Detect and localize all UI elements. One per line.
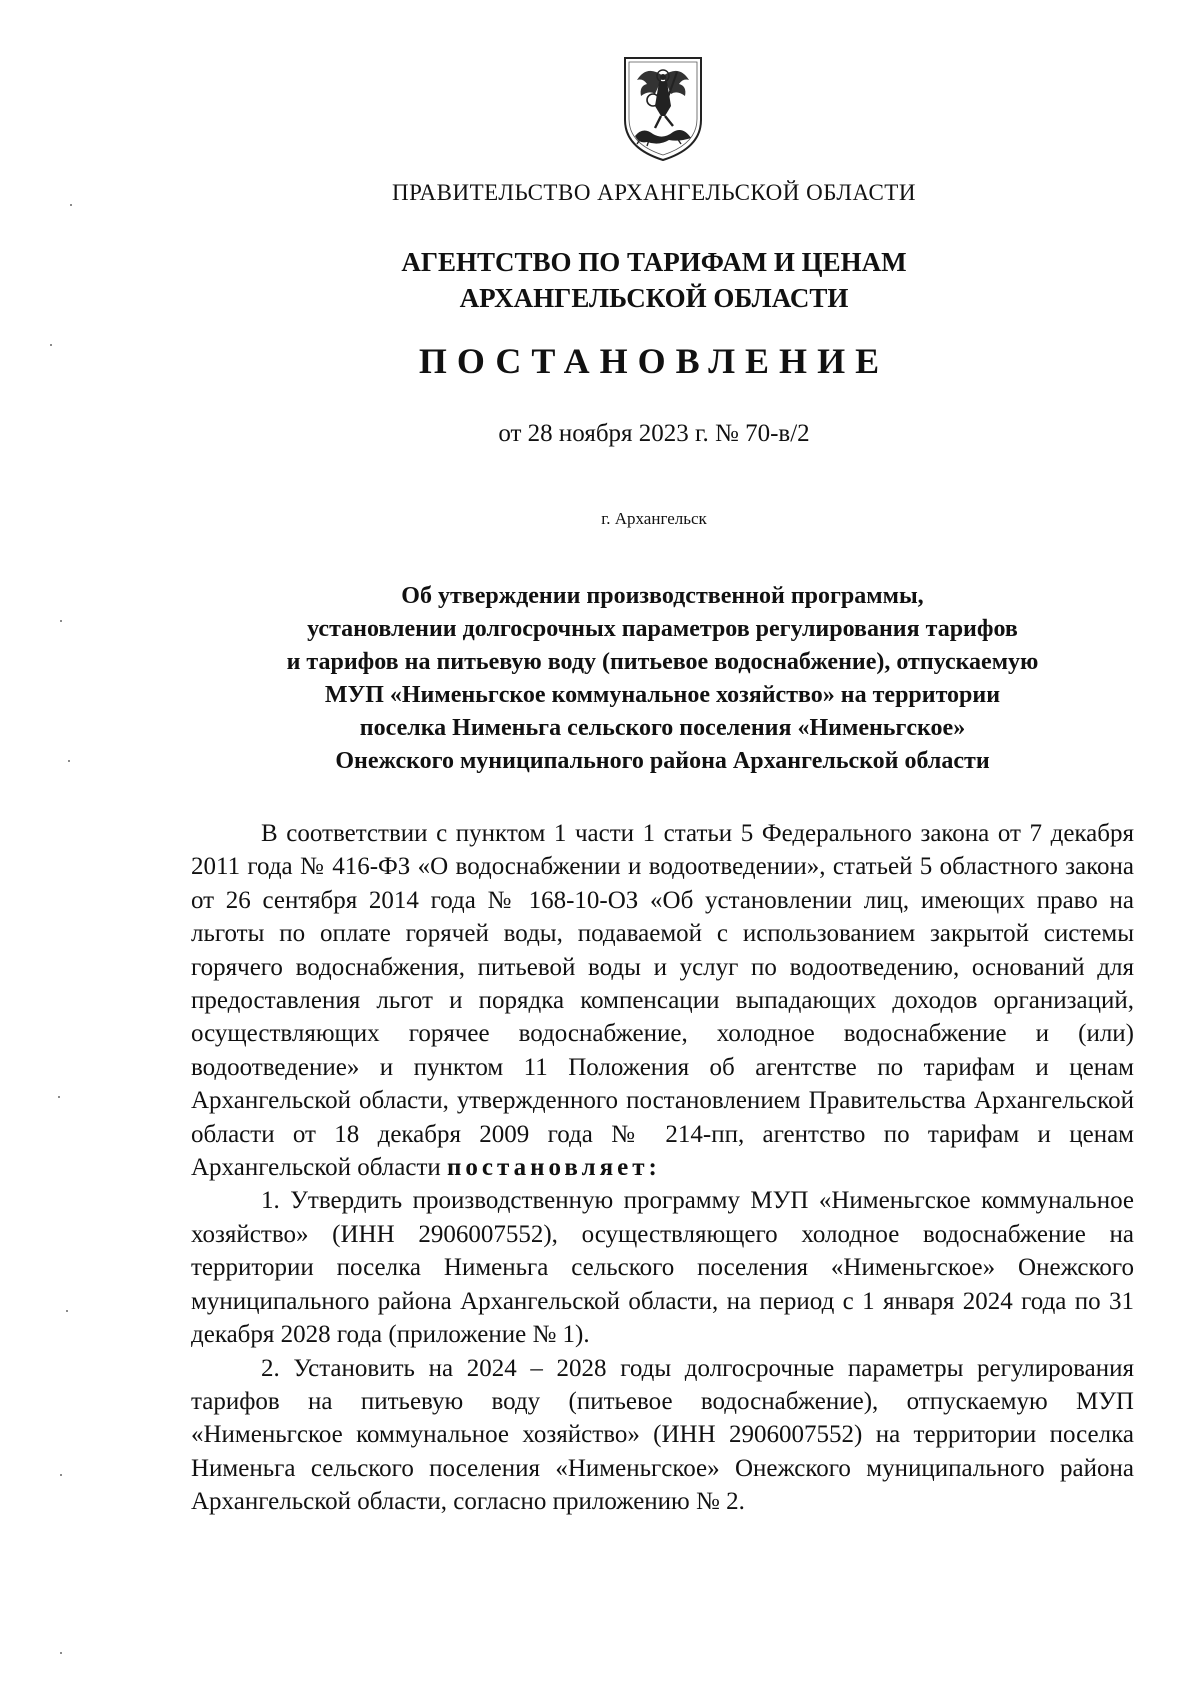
- item-2-paragraph: 2. Установить на 2024 – 2028 годы долгосрочные параметры регулирования тарифов на питьевую воду (питьевое водоснабжение), отпускаемую МУП «Нименьгское коммунальное хозяйство» (ИНН 2906007552) на территории поселка Нименьга сельского поселения «Нименьгское» Онежского муниципального района Архангельской области, согласно приложению № 2.: [191, 1354, 1134, 1516]
- coat-of-arms-emblem: [619, 54, 707, 164]
- agency-name: [0, 244, 1200, 316]
- document-body: [191, 817, 1134, 1519]
- title-line: Об утверждении производственной программы,: [401, 583, 924, 609]
- agency-name-line2: АРХАНГЕЛЬСКОЙ ОБЛАСТИ: [459, 283, 849, 313]
- title-line: Онежского муниципального района Архангельской области: [335, 748, 990, 774]
- title-line: установлении долгосрочных параметров регулирования тарифов: [307, 616, 1018, 642]
- item-1-paragraph: 1. Утвердить производственную программу МУП «Нименьгское коммунальное хозяйство» (ИНН 2906007552), осуществляющего холодное водоснабжение на территории поселка Нименьга сельского поселения «Нименьгское» Онежского муниципального района Архангельской области, на период с 1 января 2024 года по 31 декабря 2028 года (приложение № 1).: [191, 1187, 1134, 1349]
- resolves-word: постановляет:: [447, 1154, 661, 1182]
- date-number: от 28 ноября 2023 г. № 70-в/2: [498, 420, 810, 447]
- title-line: и тарифов на питьевую воду (питьевое водоснабжение), отпускаемую: [286, 649, 1039, 675]
- document-type: ПОСТАНОВЛЕНИЕ: [418, 341, 890, 381]
- preamble-text: В соответствии с пунктом 1 части 1 статьи 5 Федерального закона от 7 декабря 2011 года № 416-ФЗ «О водоснабжении и водоотведении», статьей 5 областного закона от 26 сентября 2014 года № 168-10-ОЗ «Об установлении лиц, имеющих право на льготы по оплате горячей воды, подаваемой с использованием закрытой системы горячего водоснабжения, питьевой воды и услуг по водоотведению, оснований для предоставления льгот и порядка компенсации выпадающих доходов организаций, осуществляющих горячее водоснабжение, холодное водоснабжение и (или) водоотведение» и пунктом 11 Положения об агентстве по тарифам и ценам Архангельской области, утвержденного постановлением Правительства Архангельской области от 18 декабря 2009 года № 214-пп, агентство по тарифам и ценам Архангельской области: [191, 820, 1134, 1182]
- title-line: МУП «Нименьгское коммунальное хозяйство» на территории: [324, 682, 1001, 708]
- city: г. Архангельск: [601, 509, 707, 528]
- preamble-paragraph: [191, 817, 1134, 1184]
- document-title: [190, 580, 1135, 778]
- title-line: поселка Нименьга сельского поселения «Нименьгское»: [359, 715, 966, 741]
- agency-name-line1: АГЕНТСТВО ПО ТАРИФАМ И ЦЕНАМ: [401, 247, 907, 277]
- government-name: ПРАВИТЕЛЬСТВО АРХАНГЕЛЬСКОЙ ОБЛАСТИ: [392, 180, 916, 205]
